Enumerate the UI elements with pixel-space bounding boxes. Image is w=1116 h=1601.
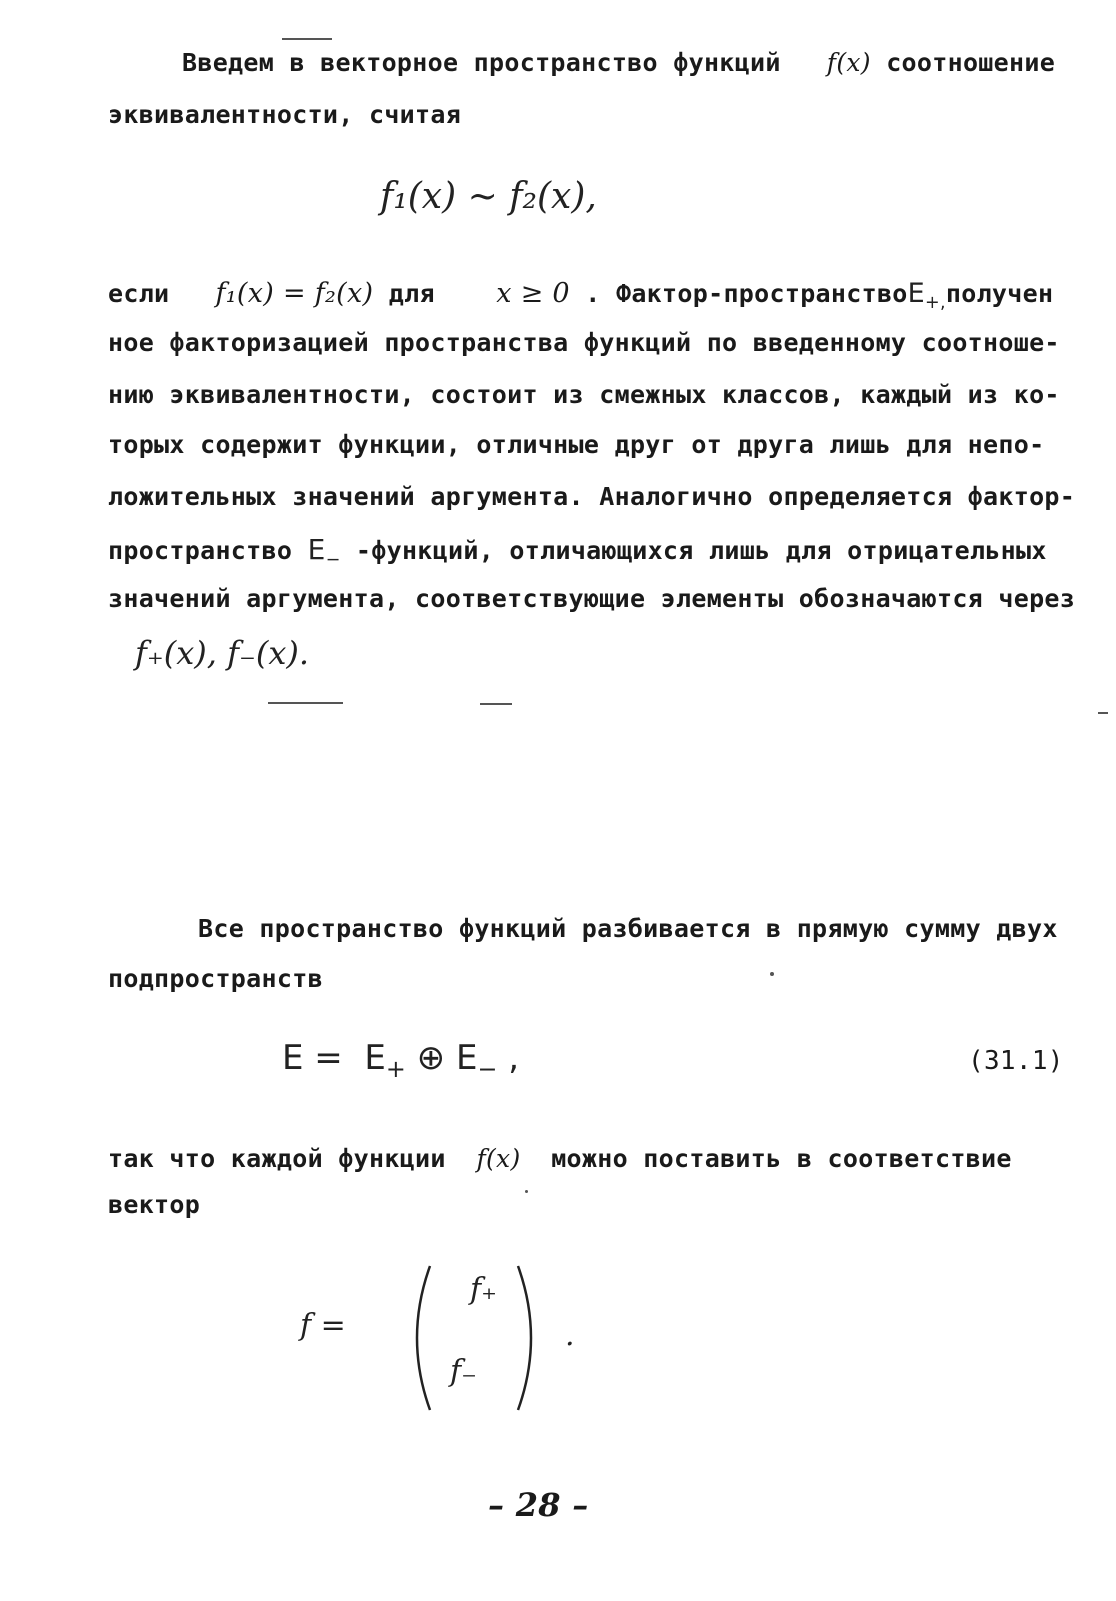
paragraph-2-line-2: ное факторизацией пространства функций по введенному соотноше-	[108, 328, 1060, 357]
scan-mark	[1098, 712, 1108, 714]
paragraph-2-line-3: нию эквивалентности, состоит из смежных классов, каждый из ко-	[108, 380, 1060, 409]
scan-mark	[525, 1190, 528, 1193]
paragraph-1-line-1: Введем в векторное пространство функций f(x) соотношение	[182, 48, 1056, 77]
vector-top: f₊	[470, 1272, 497, 1307]
page-number: – 28 –	[488, 1486, 589, 1524]
paragraph-4-line-2: вектор	[108, 1190, 201, 1219]
paragraph-2-line-1: если f₁(x) = f₂(x) для x ≥ 0 . Фактор-пространствоE$_{+,}$получен	[108, 278, 1054, 313]
paragraph-2-line-6: пространство $E_-$ -функций, отличающихся лишь для отрицательных	[108, 533, 1047, 570]
equation-equivalence: f₁(x) ~ f₂(x),	[380, 176, 597, 217]
paragraph-3-line-1: Все пространство функций разбивается в прямую сумму двух	[198, 914, 1058, 943]
scan-mark	[770, 972, 774, 976]
paragraph-3-line-2: подпространств	[108, 964, 323, 993]
scan-mark	[480, 703, 512, 705]
paragraph-1-line-2: эквивалентности, считая	[108, 100, 462, 129]
equation-number: (31.1)	[968, 1046, 1064, 1076]
scan-mark	[268, 702, 343, 704]
scan-mark	[282, 38, 332, 40]
vector-punct: .	[565, 1318, 575, 1353]
vector-bottom: f₋	[450, 1354, 477, 1389]
paragraph-2-line-4: торых содержит функции, отличные друг от друга лишь для непо-	[108, 430, 1045, 459]
paragraph-2-line-5: ложительных значений аргумента. Аналогично определяется фактор-	[108, 482, 1076, 511]
paragraph-2-line-7: значений аргумента, соответствующие элементы обозначаются через	[108, 584, 1076, 613]
vector-lhs: f =	[300, 1308, 346, 1343]
paragraph-4-line-1: так что каждой функции f(x) можно поставить в соответствие	[108, 1144, 1012, 1173]
equation-vector	[300, 1258, 600, 1418]
paragraph-2-line-8: f₊(x), f₋(x).	[135, 634, 310, 672]
equation-direct-sum: $E = E_+$ ⊕ $E_-$ ,	[282, 1038, 520, 1083]
